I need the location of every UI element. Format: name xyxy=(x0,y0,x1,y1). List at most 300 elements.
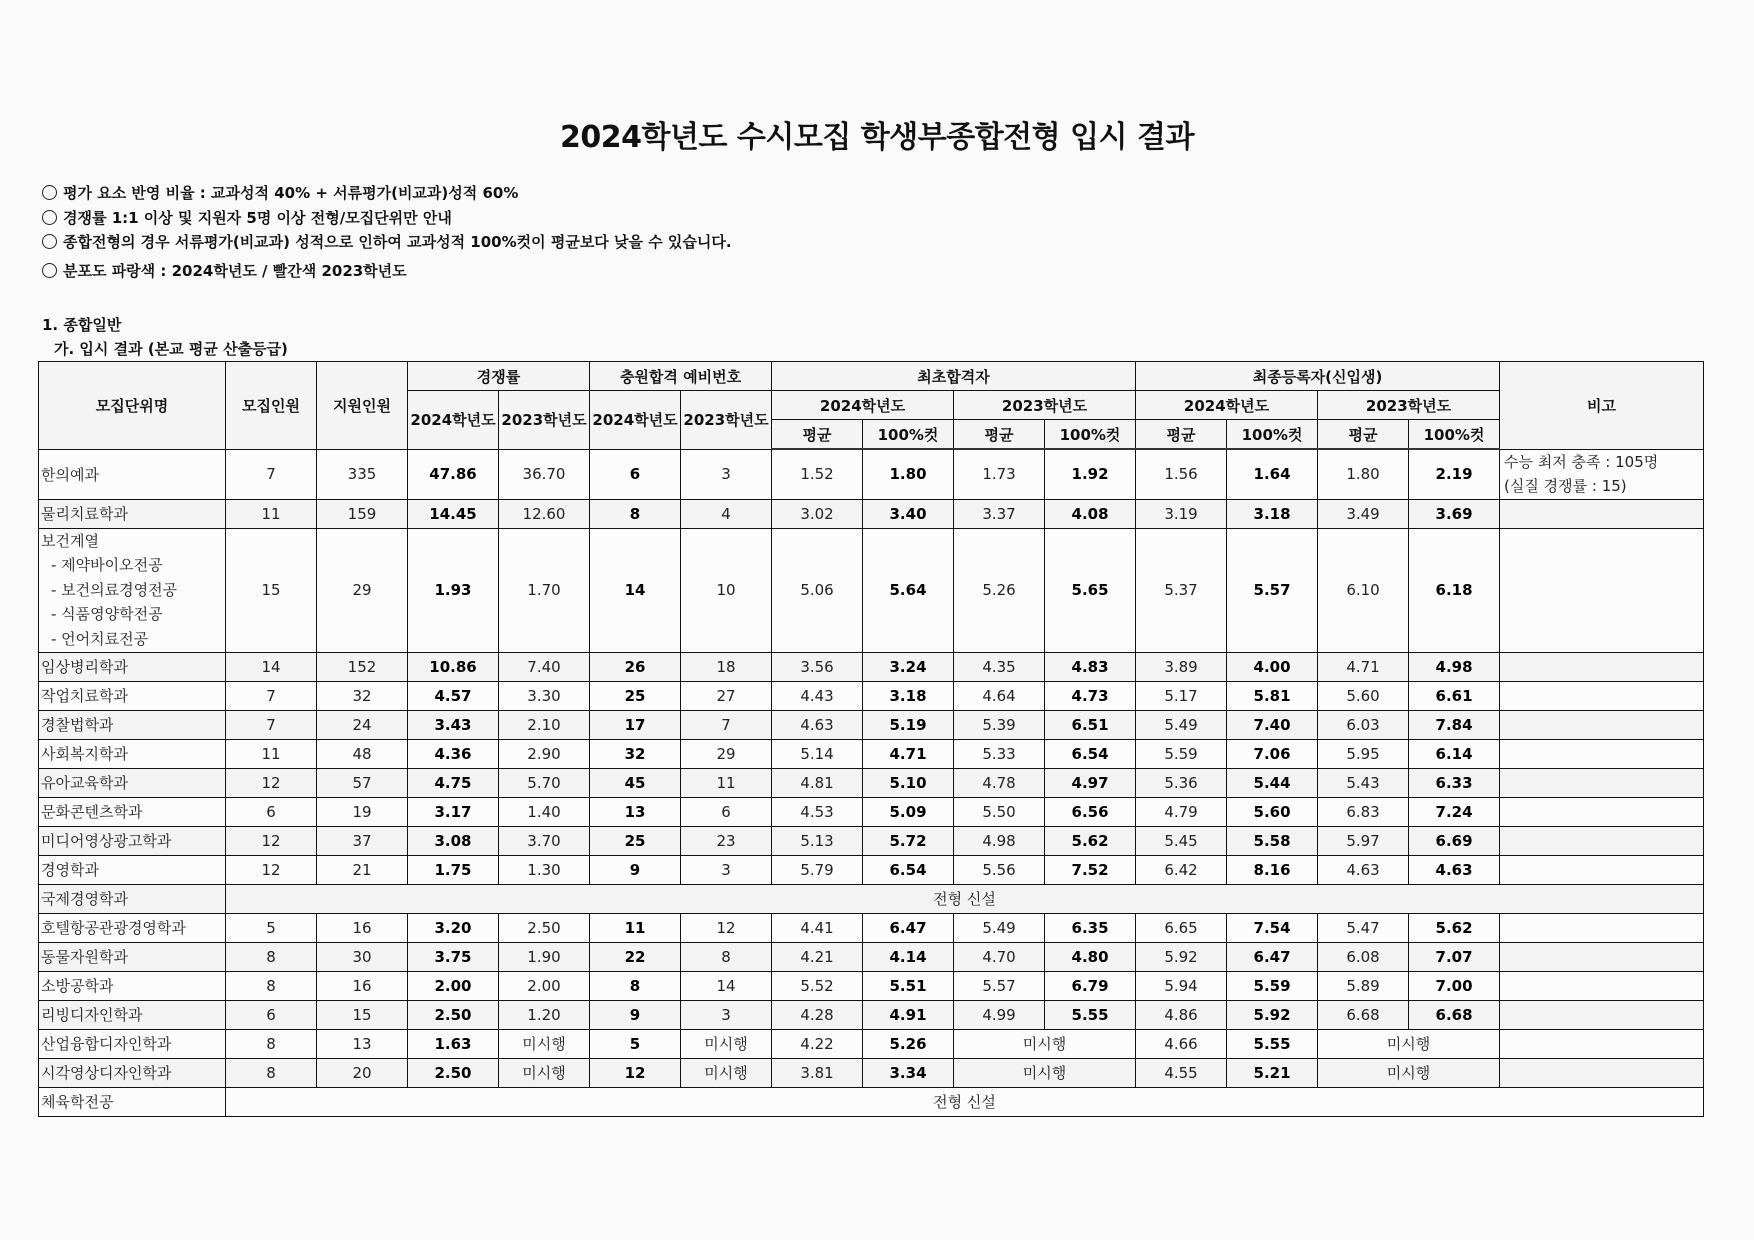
unit-name-cell: 체육학전공 xyxy=(39,1087,226,1116)
waitlist-2024-cell: 17 xyxy=(590,710,681,739)
quota-cell: 7 xyxy=(226,449,317,499)
waitlist-2023-cell: 27 xyxy=(681,681,772,710)
initial-2023-cut-cell: 6.56 xyxy=(1045,797,1136,826)
waitlist-2024-cell: 26 xyxy=(590,652,681,681)
quota-cell: 8 xyxy=(226,971,317,1000)
initial-2023-cut-cell: 4.80 xyxy=(1045,942,1136,971)
waitlist-2023-cell: 10 xyxy=(681,528,772,652)
remarks-cell xyxy=(1500,710,1704,739)
waitlist-2023-cell: 3 xyxy=(681,449,772,499)
initial-2024-avg-cell: 5.79 xyxy=(772,855,863,884)
header-initial: 최초합격자 xyxy=(772,362,1136,391)
unit-name-cell: 리빙디자인학과 xyxy=(39,1000,226,1029)
initial-2024-avg-cell: 4.53 xyxy=(772,797,863,826)
table-row xyxy=(39,884,1704,913)
page-title: 2024학년도 수시모집 학생부종합전형 입시 결과 xyxy=(560,120,1194,155)
final-2024-cut-cell: 6.47 xyxy=(1227,942,1318,971)
sub-major-name: - 보건의료경영전공 xyxy=(51,580,178,599)
initial-2023-cut-cell: 4.08 xyxy=(1045,499,1136,528)
waitlist-2024-cell: 22 xyxy=(590,942,681,971)
unit-name-cell: 물리치료학과 xyxy=(39,499,226,528)
initial-2024-cut-cell: 5.26 xyxy=(863,1029,954,1058)
competition-2023-cell: 12.60 xyxy=(499,499,590,528)
header-avg: 평균 xyxy=(954,420,1045,450)
initial-2024-cut-cell: 5.10 xyxy=(863,768,954,797)
competition-2023-cell: 2.50 xyxy=(499,913,590,942)
final-2023-cut-cell: 5.62 xyxy=(1409,913,1500,942)
quota-cell: 12 xyxy=(226,855,317,884)
remarks-cell xyxy=(1500,971,1704,1000)
remarks-cell xyxy=(1500,681,1704,710)
table-row xyxy=(39,528,1704,652)
note-item xyxy=(42,231,732,256)
final-2024-avg-cell: 6.42 xyxy=(1136,855,1227,884)
competition-2023-cell: 2.10 xyxy=(499,710,590,739)
final-2023-avg-cell: 5.43 xyxy=(1318,768,1409,797)
initial-2023-cut-cell: 7.52 xyxy=(1045,855,1136,884)
table-row xyxy=(39,449,1704,499)
competition-2023-cell: 3.30 xyxy=(499,681,590,710)
waitlist-2024-cell: 32 xyxy=(590,739,681,768)
header-final: 최종등록자(신입생) xyxy=(1136,362,1500,391)
new-track-cell: 전형 신설 xyxy=(226,884,1704,913)
initial-2024-avg-cell: 3.56 xyxy=(772,652,863,681)
unit-name-cell: 동물자원학과 xyxy=(39,942,226,971)
remarks-cell xyxy=(1500,768,1704,797)
new-track-cell: 전형 신설 xyxy=(226,1087,1704,1116)
initial-2024-cut-cell: 5.51 xyxy=(863,971,954,1000)
header-waitlist: 충원합격 예비번호 xyxy=(590,362,772,391)
remarks-cell xyxy=(1500,826,1704,855)
waitlist-2023-cell: 3 xyxy=(681,1000,772,1029)
header-initial-2023: 2023학년도 xyxy=(954,391,1136,420)
initial-2023-cut-cell: 5.55 xyxy=(1045,1000,1136,1029)
competition-2023-cell: 3.70 xyxy=(499,826,590,855)
remarks-cell xyxy=(1500,913,1704,942)
quota-cell: 8 xyxy=(226,942,317,971)
waitlist-2024-cell: 25 xyxy=(590,681,681,710)
initial-2024-cut-cell: 5.09 xyxy=(863,797,954,826)
competition-2023-cell: 2.00 xyxy=(499,971,590,1000)
waitlist-2024-cell: 45 xyxy=(590,768,681,797)
quota-cell: 6 xyxy=(226,797,317,826)
remarks-cell xyxy=(1500,652,1704,681)
note-item xyxy=(42,207,732,232)
initial-2023-cut-cell: 5.65 xyxy=(1045,528,1136,652)
initial-2024-cut-cell: 4.71 xyxy=(863,739,954,768)
applicants-cell: 20 xyxy=(317,1058,408,1087)
initial-2023-cut-cell: 4.97 xyxy=(1045,768,1136,797)
competition-2023-cell: 1.30 xyxy=(499,855,590,884)
competition-2024-cell: 3.43 xyxy=(408,710,499,739)
applicants-cell: 37 xyxy=(317,826,408,855)
unit-name-cell: 한의예과 xyxy=(39,449,226,499)
applicants-cell: 159 xyxy=(317,499,408,528)
header-cut: 100%컷 xyxy=(1227,420,1318,450)
final-2023-cut-cell: 7.07 xyxy=(1409,942,1500,971)
initial-2023-cut-cell: 6.51 xyxy=(1045,710,1136,739)
final-2024-cut-cell: 7.54 xyxy=(1227,913,1318,942)
table-row xyxy=(39,499,1704,528)
final-2023-cut-cell: 7.00 xyxy=(1409,971,1500,1000)
initial-2024-cut-cell: 6.47 xyxy=(863,913,954,942)
final-2024-cut-cell: 7.06 xyxy=(1227,739,1318,768)
final-2024-avg-cell: 5.59 xyxy=(1136,739,1227,768)
note-text: 종합전형의 경우 서류평가(비교과) 성적으로 인하여 교과성적 100%컷이 평균보다 낮을 수 있습니다. xyxy=(63,233,732,251)
initial-2023-avg-cell: 5.50 xyxy=(954,797,1045,826)
unit-name-cell: 사회복지학과 xyxy=(39,739,226,768)
final-2023-cell: 미시행 xyxy=(1318,1058,1500,1087)
final-2023-cut-cell: 4.63 xyxy=(1409,855,1500,884)
final-2024-avg-cell: 1.56 xyxy=(1136,449,1227,499)
initial-2024-avg-cell: 4.43 xyxy=(772,681,863,710)
final-2023-avg-cell: 6.68 xyxy=(1318,1000,1409,1029)
competition-2024-cell: 2.50 xyxy=(408,1000,499,1029)
applicants-cell: 19 xyxy=(317,797,408,826)
waitlist-2023-cell: 11 xyxy=(681,768,772,797)
initial-2023-avg-cell: 4.98 xyxy=(954,826,1045,855)
circle-bullet-icon xyxy=(42,210,57,225)
final-2024-avg-cell: 3.19 xyxy=(1136,499,1227,528)
final-2023-cut-cell: 3.69 xyxy=(1409,499,1500,528)
unit-name-cell: 미디어영상광고학과 xyxy=(39,826,226,855)
circle-bullet-icon xyxy=(42,263,57,278)
final-2023-cut-cell: 7.84 xyxy=(1409,710,1500,739)
quota-cell: 11 xyxy=(226,499,317,528)
initial-2023-cut-cell: 6.35 xyxy=(1045,913,1136,942)
quota-cell: 15 xyxy=(226,528,317,652)
unit-group-name: 보건계열 xyxy=(41,531,99,550)
initial-2024-avg-cell: 1.52 xyxy=(772,449,863,499)
initial-2023-cut-cell: 4.73 xyxy=(1045,681,1136,710)
applicants-cell: 32 xyxy=(317,681,408,710)
notes-list xyxy=(42,182,732,284)
applicants-cell: 16 xyxy=(317,913,408,942)
initial-2023-cell: 미시행 xyxy=(954,1029,1136,1058)
initial-2024-avg-cell: 4.21 xyxy=(772,942,863,971)
initial-2023-avg-cell: 5.56 xyxy=(954,855,1045,884)
competition-2024-cell: 4.75 xyxy=(408,768,499,797)
final-2023-avg-cell: 6.10 xyxy=(1318,528,1409,652)
unit-name-cell: 경찰법학과 xyxy=(39,710,226,739)
initial-2024-cut-cell: 3.18 xyxy=(863,681,954,710)
initial-2023-avg-cell: 4.78 xyxy=(954,768,1045,797)
waitlist-2023-cell: 14 xyxy=(681,971,772,1000)
quota-cell: 5 xyxy=(226,913,317,942)
competition-2024-cell: 3.08 xyxy=(408,826,499,855)
header-initial-2024: 2024학년도 xyxy=(772,391,954,420)
initial-2024-avg-cell: 5.13 xyxy=(772,826,863,855)
unit-name-cell: 임상병리학과 xyxy=(39,652,226,681)
competition-2024-cell: 10.86 xyxy=(408,652,499,681)
header-comp-2024: 2024학년도 xyxy=(408,391,499,450)
initial-2023-cut-cell: 6.54 xyxy=(1045,739,1136,768)
final-2024-avg-cell: 5.49 xyxy=(1136,710,1227,739)
table-row xyxy=(39,797,1704,826)
initial-2024-cut-cell: 5.19 xyxy=(863,710,954,739)
unit-name-cell: 작업치료학과 xyxy=(39,681,226,710)
final-2024-cut-cell: 1.64 xyxy=(1227,449,1318,499)
competition-2023-cell: 5.70 xyxy=(499,768,590,797)
initial-2023-avg-cell: 3.37 xyxy=(954,499,1045,528)
applicants-cell: 152 xyxy=(317,652,408,681)
initial-2023-cut-cell: 5.62 xyxy=(1045,826,1136,855)
competition-2023-cell: 36.70 xyxy=(499,449,590,499)
final-2024-avg-cell: 5.45 xyxy=(1136,826,1227,855)
quota-cell: 7 xyxy=(226,710,317,739)
initial-2023-avg-cell: 5.39 xyxy=(954,710,1045,739)
final-2024-cut-cell: 5.59 xyxy=(1227,971,1318,1000)
applicants-cell: 30 xyxy=(317,942,408,971)
sub-major-name: - 언어치료전공 xyxy=(51,629,149,648)
sub-major-name: - 제약바이오전공 xyxy=(51,556,163,575)
header-cut: 100%컷 xyxy=(863,420,954,450)
final-2023-avg-cell: 4.63 xyxy=(1318,855,1409,884)
final-2024-avg-cell: 5.94 xyxy=(1136,971,1227,1000)
unit-name-cell: 경영학과 xyxy=(39,855,226,884)
header-competition: 경쟁률 xyxy=(408,362,590,391)
competition-2023-cell: 2.90 xyxy=(499,739,590,768)
final-2024-cut-cell: 5.92 xyxy=(1227,1000,1318,1029)
note-text: 분포도 파랑색 : 2024학년도 / 빨간색 2023학년도 xyxy=(63,261,407,280)
header-remarks: 비고 xyxy=(1500,362,1704,450)
remarks-cell xyxy=(1500,1058,1704,1087)
note-text: 평가 요소 반영 비율 : 교과성적 40% + 서류평가(비교과)성적 60% xyxy=(63,184,519,202)
waitlist-2024-cell: 6 xyxy=(590,449,681,499)
final-2024-cut-cell: 7.40 xyxy=(1227,710,1318,739)
initial-2024-cut-cell: 4.14 xyxy=(863,942,954,971)
competition-2024-cell: 1.93 xyxy=(408,528,499,652)
final-2023-avg-cell: 5.97 xyxy=(1318,826,1409,855)
competition-2024-cell: 2.50 xyxy=(408,1058,499,1087)
competition-2023-cell: 미시행 xyxy=(499,1058,590,1087)
quota-cell: 7 xyxy=(226,681,317,710)
final-2023-avg-cell: 3.49 xyxy=(1318,499,1409,528)
section-heading: 1. 종합일반 xyxy=(42,316,122,334)
competition-2024-cell: 4.36 xyxy=(408,739,499,768)
initial-2024-avg-cell: 4.63 xyxy=(772,710,863,739)
final-2023-cut-cell: 7.24 xyxy=(1409,797,1500,826)
final-2024-cut-cell: 5.58 xyxy=(1227,826,1318,855)
applicants-cell: 29 xyxy=(317,528,408,652)
competition-2023-cell: 1.20 xyxy=(499,1000,590,1029)
initial-2023-cut-cell: 6.79 xyxy=(1045,971,1136,1000)
final-2024-cut-cell: 8.16 xyxy=(1227,855,1318,884)
initial-2024-cut-cell: 3.24 xyxy=(863,652,954,681)
final-2024-avg-cell: 4.55 xyxy=(1136,1058,1227,1087)
waitlist-2023-cell: 3 xyxy=(681,855,772,884)
unit-name-cell: 소방공학과 xyxy=(39,971,226,1000)
competition-2023-cell: 1.40 xyxy=(499,797,590,826)
waitlist-2024-cell: 13 xyxy=(590,797,681,826)
remark-line: 수능 최저 충족 : 105명 xyxy=(1504,452,1659,471)
table-row xyxy=(39,1029,1704,1058)
final-2024-cut-cell: 5.57 xyxy=(1227,528,1318,652)
remarks-cell xyxy=(1500,499,1704,528)
final-2023-cut-cell: 6.18 xyxy=(1409,528,1500,652)
header-comp-2023: 2023학년도 xyxy=(499,391,590,450)
competition-2024-cell: 4.57 xyxy=(408,681,499,710)
final-2023-cut-cell: 6.33 xyxy=(1409,768,1500,797)
applicants-cell: 24 xyxy=(317,710,408,739)
final-2023-avg-cell: 6.03 xyxy=(1318,710,1409,739)
header-wait-2023: 2023학년도 xyxy=(681,391,772,450)
initial-2023-avg-cell: 4.64 xyxy=(954,681,1045,710)
final-2024-cut-cell: 5.81 xyxy=(1227,681,1318,710)
initial-2024-avg-cell: 4.41 xyxy=(772,913,863,942)
note-item xyxy=(42,182,732,207)
final-2024-avg-cell: 4.86 xyxy=(1136,1000,1227,1029)
final-2024-avg-cell: 5.17 xyxy=(1136,681,1227,710)
waitlist-2023-cell: 23 xyxy=(681,826,772,855)
initial-2023-avg-cell: 5.57 xyxy=(954,971,1045,1000)
competition-2024-cell: 3.75 xyxy=(408,942,499,971)
final-2024-cut-cell: 5.44 xyxy=(1227,768,1318,797)
table-row xyxy=(39,826,1704,855)
table-row xyxy=(39,1058,1704,1087)
table-row xyxy=(39,1000,1704,1029)
initial-2024-cut-cell: 4.91 xyxy=(863,1000,954,1029)
final-2024-avg-cell: 6.65 xyxy=(1136,913,1227,942)
table-row xyxy=(39,710,1704,739)
waitlist-2023-cell: 12 xyxy=(681,913,772,942)
applicants-cell: 16 xyxy=(317,971,408,1000)
waitlist-2024-cell: 8 xyxy=(590,971,681,1000)
waitlist-2023-cell: 4 xyxy=(681,499,772,528)
applicants-cell: 48 xyxy=(317,739,408,768)
quota-cell: 11 xyxy=(226,739,317,768)
remarks-cell xyxy=(1500,528,1704,652)
table-header xyxy=(39,362,1704,450)
header-cut: 100%컷 xyxy=(1409,420,1500,450)
competition-2024-cell: 14.45 xyxy=(408,499,499,528)
quota-cell: 14 xyxy=(226,652,317,681)
initial-2024-avg-cell: 5.14 xyxy=(772,739,863,768)
unit-name-cell xyxy=(39,528,226,652)
remark-line: (실질 경쟁률 : 15) xyxy=(1504,477,1627,495)
applicants-cell: 13 xyxy=(317,1029,408,1058)
final-2023-avg-cell: 5.60 xyxy=(1318,681,1409,710)
header-avg: 평균 xyxy=(1136,420,1227,450)
final-2023-avg-cell: 4.71 xyxy=(1318,652,1409,681)
waitlist-2023-cell: 29 xyxy=(681,739,772,768)
table-row xyxy=(39,913,1704,942)
remarks-cell xyxy=(1500,855,1704,884)
table-row xyxy=(39,942,1704,971)
header-wait-2024: 2024학년도 xyxy=(590,391,681,450)
initial-2024-cut-cell: 3.34 xyxy=(863,1058,954,1087)
competition-2024-cell: 47.86 xyxy=(408,449,499,499)
competition-2023-cell: 7.40 xyxy=(499,652,590,681)
header-quota: 모집인원 xyxy=(226,362,317,450)
initial-2024-cut-cell: 5.64 xyxy=(863,528,954,652)
header-applicants: 지원인원 xyxy=(317,362,408,450)
final-2024-avg-cell: 4.66 xyxy=(1136,1029,1227,1058)
unit-name-cell: 시각영상디자인학과 xyxy=(39,1058,226,1087)
competition-2024-cell: 1.63 xyxy=(408,1029,499,1058)
remarks-cell xyxy=(1500,797,1704,826)
table-body xyxy=(39,449,1704,1116)
initial-2023-avg-cell: 5.26 xyxy=(954,528,1045,652)
initial-2023-avg-cell: 1.73 xyxy=(954,449,1045,499)
sub-major-name: - 식품영양학전공 xyxy=(51,605,163,624)
initial-2024-avg-cell: 3.81 xyxy=(772,1058,863,1087)
waitlist-2024-cell: 9 xyxy=(590,855,681,884)
final-2023-cut-cell: 6.14 xyxy=(1409,739,1500,768)
table-row xyxy=(39,768,1704,797)
competition-2023-cell: 1.90 xyxy=(499,942,590,971)
note-item xyxy=(42,260,732,285)
initial-2024-cut-cell: 1.80 xyxy=(863,449,954,499)
initial-2024-avg-cell: 4.28 xyxy=(772,1000,863,1029)
quota-cell: 8 xyxy=(226,1029,317,1058)
header-final-2023: 2023학년도 xyxy=(1318,391,1500,420)
final-2023-cut-cell: 6.61 xyxy=(1409,681,1500,710)
final-2024-avg-cell: 5.36 xyxy=(1136,768,1227,797)
applicants-cell: 15 xyxy=(317,1000,408,1029)
competition-2023-cell: 1.70 xyxy=(499,528,590,652)
header-cut: 100%컷 xyxy=(1045,420,1136,450)
final-2023-cut-cell: 6.69 xyxy=(1409,826,1500,855)
note-text: 경쟁률 1:1 이상 및 지원자 5명 이상 전형/모집단위만 안내 xyxy=(63,208,452,227)
header-final-2024: 2024학년도 xyxy=(1136,391,1318,420)
waitlist-2024-cell: 5 xyxy=(590,1029,681,1058)
header-unit: 모집단위명 xyxy=(39,362,226,450)
quota-cell: 12 xyxy=(226,826,317,855)
unit-name-cell: 문화콘텐츠학과 xyxy=(39,797,226,826)
competition-2024-cell: 3.20 xyxy=(408,913,499,942)
initial-2023-avg-cell: 4.35 xyxy=(954,652,1045,681)
final-2024-avg-cell: 3.89 xyxy=(1136,652,1227,681)
initial-2024-avg-cell: 4.22 xyxy=(772,1029,863,1058)
waitlist-2023-cell: 8 xyxy=(681,942,772,971)
table-row xyxy=(39,652,1704,681)
final-2024-avg-cell: 5.37 xyxy=(1136,528,1227,652)
quota-cell: 8 xyxy=(226,1058,317,1087)
header-avg: 평균 xyxy=(772,420,863,450)
final-2023-cut-cell: 6.68 xyxy=(1409,1000,1500,1029)
remarks-cell xyxy=(1500,739,1704,768)
waitlist-2024-cell: 11 xyxy=(590,913,681,942)
initial-2024-avg-cell: 3.02 xyxy=(772,499,863,528)
waitlist-2023-cell: 미시행 xyxy=(681,1058,772,1087)
waitlist-2023-cell: 7 xyxy=(681,710,772,739)
final-2024-cut-cell: 5.21 xyxy=(1227,1058,1318,1087)
final-2023-cut-cell: 2.19 xyxy=(1409,449,1500,499)
final-2024-cut-cell: 5.60 xyxy=(1227,797,1318,826)
final-2023-avg-cell: 5.95 xyxy=(1318,739,1409,768)
header-avg: 평균 xyxy=(1318,420,1409,450)
final-2023-avg-cell: 1.80 xyxy=(1318,449,1409,499)
waitlist-2024-cell: 25 xyxy=(590,826,681,855)
initial-2023-cut-cell: 4.83 xyxy=(1045,652,1136,681)
table-row xyxy=(39,681,1704,710)
waitlist-2023-cell: 18 xyxy=(681,652,772,681)
competition-2024-cell: 2.00 xyxy=(408,971,499,1000)
remarks-cell xyxy=(1500,942,1704,971)
applicants-cell: 57 xyxy=(317,768,408,797)
initial-2023-avg-cell: 4.70 xyxy=(954,942,1045,971)
final-2024-cut-cell: 5.55 xyxy=(1227,1029,1318,1058)
initial-2024-avg-cell: 5.52 xyxy=(772,971,863,1000)
table-row xyxy=(39,971,1704,1000)
remarks-cell xyxy=(1500,1029,1704,1058)
waitlist-2024-cell: 9 xyxy=(590,1000,681,1029)
competition-2023-cell: 미시행 xyxy=(499,1029,590,1058)
initial-2024-avg-cell: 5.06 xyxy=(772,528,863,652)
final-2023-avg-cell: 5.89 xyxy=(1318,971,1409,1000)
unit-name-cell: 호텔항공관광경영학과 xyxy=(39,913,226,942)
